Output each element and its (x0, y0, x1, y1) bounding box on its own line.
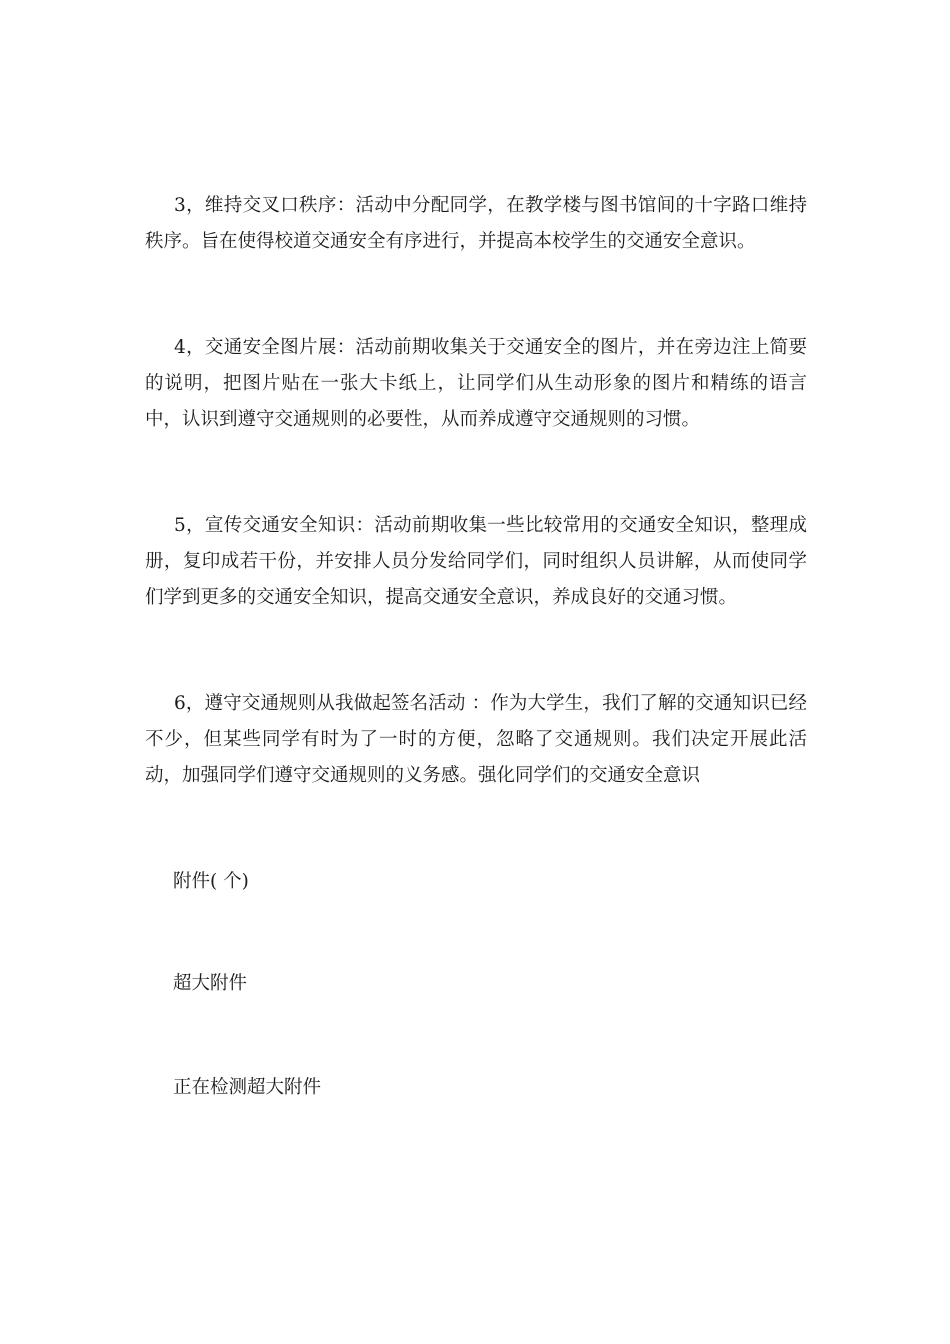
paragraph-item-6: 6，遵守交通规则从我做起签名活动 ：作为大学生，我们了解的交通知识已经不少，但某些同学有时为了一时的方便，忽略了交通规则。我们决定开展此活动，加强同学们遵守交通规则的义务感。强化同学们的交通安全意识 (145, 693, 807, 786)
large-attachment-label: 超大附件 (173, 973, 248, 994)
paragraph-item-4: 4，交通安全图片展：活动前期收集关于交通安全的图片，并在旁边注上简要的说明，把图片贴在一张大卡纸上，让同学们从生动形象的图片和精练的语言中，认识到遵守交通规则的必要性，从而养成遵守交通规则的习惯。 (145, 337, 807, 430)
attachment-checking-status: 正在检测超大附件 (173, 1077, 322, 1098)
attachment-count-label: 附件( 个) (173, 871, 249, 892)
paragraph-item-5: 5，宣传交通安全知识：活动前期收集一些比较常用的交通安全知识，整理成册，复印成若干份，并安排人员分发给同学们，同时组织人员讲解，从而使同学们学到更多的交通安全知识，提高交通安全意识，养成良好的交通习惯。 (145, 515, 807, 608)
paragraph-item-3: 3，维持交叉口秩序：活动中分配同学，在教学楼与图书馆间的十字路口维持秩序。旨在使得校道交通安全有序进行，并提高本校学生的交通安全意识。 (145, 195, 807, 252)
